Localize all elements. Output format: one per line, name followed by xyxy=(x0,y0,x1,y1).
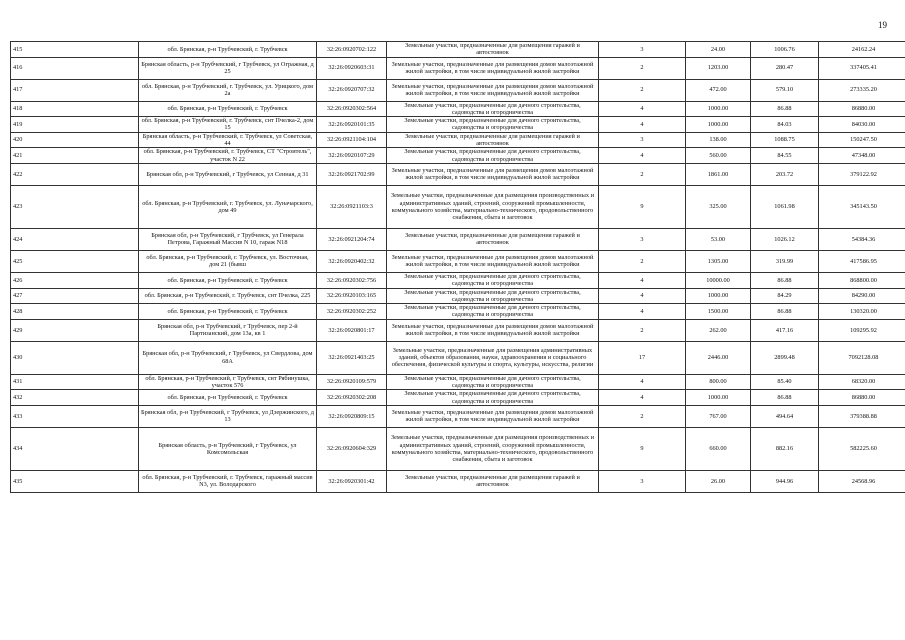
address-cell: обл. Брянская, р-н Трубчевский, г. Трубчевск, снт Пчелка, 225 xyxy=(139,288,317,304)
total-value-cell: 417586.95 xyxy=(819,250,905,272)
category-cell: 9 xyxy=(599,185,686,228)
land-use-cell: Земельные участки, предназначенные для размещения домов малоэтажной жилой застройки, в том числе индивидуальной жилой застройки xyxy=(387,57,599,79)
area-cell: 1000.00 xyxy=(686,117,751,133)
land-use-cell: Земельные участки, предназначенные для размещения домов малоэтажной жилой застройки, в том числе индивидуальной жилой застройки xyxy=(387,79,599,101)
category-cell: 2 xyxy=(599,250,686,272)
address-cell: обл. Брянская, р-н Трубчевский, г Трубчевск, снт Рябинушка, участок 576 xyxy=(139,374,317,390)
row-number: 428 xyxy=(11,304,139,320)
unit-cost-cell: 84.29 xyxy=(751,288,819,304)
land-use-cell: Земельные участки, предназначенные для размещения домов малоэтажной жилой застройки, в том числе индивидуальной жилой застройки xyxy=(387,319,599,341)
address-cell: обл. Брянская, р-н Трубчевский, г. Трубчевск, ул. Восточная, дом 21 (бывш xyxy=(139,250,317,272)
address-cell: Брянская область, р-н Трубчевский, г Трубчевск, ул Огражная, д 25 xyxy=(139,57,317,79)
total-value-cell: 24162.24 xyxy=(819,42,905,58)
category-cell: 4 xyxy=(599,148,686,164)
total-value-cell: 109295.92 xyxy=(819,319,905,341)
row-number: 417 xyxy=(11,79,139,101)
unit-cost-cell: 2899.48 xyxy=(751,341,819,374)
row-number: 424 xyxy=(11,228,139,250)
cadastral-number-cell: 32:26:0921204:74 xyxy=(317,228,387,250)
cadastral-number-cell: 32:26:0920109:579 xyxy=(317,374,387,390)
cadastral-number-cell: 32:26:0920707:32 xyxy=(317,79,387,101)
address-cell: Брянская область, р-н Трубчевский, г. Трубчевск, ул Советская, 44 xyxy=(139,132,317,148)
land-use-cell: Земельные участки, предназначенные для размещения производственных и административных зданий, строений, сооружений промышленности, коммунального хозяйства, материально-технического, продовольственного снабжения, сбыта и заготовок xyxy=(387,185,599,228)
row-number: 433 xyxy=(11,405,139,427)
land-use-cell: Земельные участки, предназначенные для дачного строительства, садоводства и огородничества xyxy=(387,374,599,390)
area-cell: 472.00 xyxy=(686,79,751,101)
cadastral-number-cell: 32:26:0920302:208 xyxy=(317,390,387,406)
address-cell: Брянская обл, р-н Трубчевский, г Трубчевск, ул Дзержинского, д 13 xyxy=(139,405,317,427)
table-body xyxy=(11,42,905,493)
land-use-cell: Земельные участки, предназначенные для размещения гаражей и автостоянок xyxy=(387,132,599,148)
address-cell: Брянская обл, р-н Трубчевский, г Трубчевск, ул Генерала Петрова, Гаражный Массив N 10, гараж N18 xyxy=(139,228,317,250)
address-cell: обл. Брянская, р-н Трубчевский, г. Трубчевск, ул. Урицкого, дом 2а xyxy=(139,79,317,101)
total-value-cell: 54384.36 xyxy=(819,228,905,250)
total-value-cell: 86880.00 xyxy=(819,101,905,117)
row-number: 425 xyxy=(11,250,139,272)
unit-cost-cell: 280.47 xyxy=(751,57,819,79)
unit-cost-cell: 1088.75 xyxy=(751,132,819,148)
table-row xyxy=(11,304,905,320)
table-row xyxy=(11,250,905,272)
total-value-cell: 345143.50 xyxy=(819,185,905,228)
area-cell: 2446.00 xyxy=(686,341,751,374)
row-number: 431 xyxy=(11,374,139,390)
row-number: 434 xyxy=(11,427,139,470)
land-use-cell: Земельные участки, предназначенные для размещения гаражей и автостоянок xyxy=(387,42,599,58)
address-cell: обл. Брянская, р-н Трубчевский, г. Трубчевск, ул. Луначарского, дом 49 xyxy=(139,185,317,228)
address-cell: обл. Брянская, р-н Трубчевский, г. Трубчевск xyxy=(139,272,317,288)
row-number: 420 xyxy=(11,132,139,148)
area-cell: 1203.00 xyxy=(686,57,751,79)
table-row xyxy=(11,288,905,304)
category-cell: 4 xyxy=(599,374,686,390)
category-cell: 4 xyxy=(599,101,686,117)
table-row xyxy=(11,79,905,101)
total-value-cell: 868800.00 xyxy=(819,272,905,288)
cadastral-number-cell: 32:26:0921403:25 xyxy=(317,341,387,374)
unit-cost-cell: 944.96 xyxy=(751,470,819,492)
category-cell: 4 xyxy=(599,117,686,133)
table-row xyxy=(11,228,905,250)
total-value-cell: 379388.88 xyxy=(819,405,905,427)
table-row xyxy=(11,374,905,390)
table-row xyxy=(11,405,905,427)
unit-cost-cell: 494.64 xyxy=(751,405,819,427)
row-number: 427 xyxy=(11,288,139,304)
category-cell: 17 xyxy=(599,341,686,374)
cadastral-number-cell: 32:26:0920103:165 xyxy=(317,288,387,304)
area-cell: 1861.00 xyxy=(686,163,751,185)
total-value-cell: 582225.60 xyxy=(819,427,905,470)
unit-cost-cell: 86.88 xyxy=(751,390,819,406)
table-row xyxy=(11,101,905,117)
cadastral-number-cell: 32:26:0920302:756 xyxy=(317,272,387,288)
category-cell: 3 xyxy=(599,132,686,148)
row-number: 435 xyxy=(11,470,139,492)
unit-cost-cell: 882.16 xyxy=(751,427,819,470)
row-number: 430 xyxy=(11,341,139,374)
category-cell: 2 xyxy=(599,163,686,185)
cadastral-number-cell: 32:26:0920402:32 xyxy=(317,250,387,272)
unit-cost-cell: 86.88 xyxy=(751,101,819,117)
unit-cost-cell: 1006.76 xyxy=(751,42,819,58)
category-cell: 4 xyxy=(599,304,686,320)
total-value-cell: 273335.20 xyxy=(819,79,905,101)
category-cell: 4 xyxy=(599,272,686,288)
row-number: 415 xyxy=(11,42,139,58)
row-number: 423 xyxy=(11,185,139,228)
row-number: 422 xyxy=(11,163,139,185)
row-number: 432 xyxy=(11,390,139,406)
land-use-cell: Земельные участки, предназначенные для размещения домов малоэтажной жилой застройки, в том числе индивидуальной жилой застройки xyxy=(387,163,599,185)
cadastral-number-cell: 32:26:0920603:31 xyxy=(317,57,387,79)
area-cell: 53.00 xyxy=(686,228,751,250)
category-cell: 9 xyxy=(599,427,686,470)
land-use-cell: Земельные участки, предназначенные для дачного строительства, садоводства и огородничества xyxy=(387,101,599,117)
unit-cost-cell: 319.99 xyxy=(751,250,819,272)
address-cell: обл. Брянская, р-н Трубчевский, г. Трубчевск, гаражный массив N3, ул. Володарского xyxy=(139,470,317,492)
category-cell: 4 xyxy=(599,288,686,304)
row-number: 416 xyxy=(11,57,139,79)
category-cell: 2 xyxy=(599,57,686,79)
unit-cost-cell: 417.16 xyxy=(751,319,819,341)
row-number: 419 xyxy=(11,117,139,133)
area-cell: 10000.00 xyxy=(686,272,751,288)
table-row xyxy=(11,272,905,288)
total-value-cell: 47348.00 xyxy=(819,148,905,164)
area-cell: 262.00 xyxy=(686,319,751,341)
unit-cost-cell: 84.03 xyxy=(751,117,819,133)
total-value-cell: 130320.00 xyxy=(819,304,905,320)
table-row xyxy=(11,132,905,148)
area-cell: 26.00 xyxy=(686,470,751,492)
cadastral-number-cell: 32:26:0920302:252 xyxy=(317,304,387,320)
area-cell: 560.00 xyxy=(686,148,751,164)
area-cell: 1000.00 xyxy=(686,288,751,304)
table-row xyxy=(11,470,905,492)
category-cell: 3 xyxy=(599,42,686,58)
area-cell: 1000.00 xyxy=(686,390,751,406)
address-cell: обл. Брянская, р-н Трубчевский, г. Трубчевск xyxy=(139,304,317,320)
land-use-cell: Земельные участки, предназначенные для дачного строительства, садоводства и огородничества xyxy=(387,148,599,164)
land-use-cell: Земельные участки, предназначенные для размещения домов малоэтажной жилой застройки, в том числе индивидуальной жилой застройки xyxy=(387,405,599,427)
page-number: 19 xyxy=(878,20,887,30)
total-value-cell: 7092128.08 xyxy=(819,341,905,374)
table-row xyxy=(11,390,905,406)
land-use-cell: Земельные участки, предназначенные для дачного строительства, садоводства и огородничества xyxy=(387,304,599,320)
table-row xyxy=(11,57,905,79)
cadastral-number-cell: 32:26:0920809:15 xyxy=(317,405,387,427)
row-number: 429 xyxy=(11,319,139,341)
land-use-cell: Земельные участки, предназначенные для размещения гаражей и автостоянок xyxy=(387,228,599,250)
row-number: 426 xyxy=(11,272,139,288)
total-value-cell: 24568.96 xyxy=(819,470,905,492)
cadastral-number-cell: 32:26:0921104:104 xyxy=(317,132,387,148)
table-row xyxy=(11,185,905,228)
land-use-cell: Земельные участки, предназначенные для дачного строительства, садоводства и огородничества xyxy=(387,117,599,133)
total-value-cell: 86880.00 xyxy=(819,390,905,406)
area-cell: 24.00 xyxy=(686,42,751,58)
address-cell: Брянская область, р-н Трубчевский, г Трубчевск, ул Комсомольская xyxy=(139,427,317,470)
area-cell: 767.00 xyxy=(686,405,751,427)
row-number: 421 xyxy=(11,148,139,164)
category-cell: 4 xyxy=(599,390,686,406)
category-cell: 3 xyxy=(599,470,686,492)
total-value-cell: 379122.92 xyxy=(819,163,905,185)
area-cell: 800.00 xyxy=(686,374,751,390)
category-cell: 3 xyxy=(599,228,686,250)
area-cell: 1305.00 xyxy=(686,250,751,272)
area-cell: 1500.00 xyxy=(686,304,751,320)
land-use-cell: Земельные участки, предназначенные для дачного строительства, садоводства и огородничества xyxy=(387,288,599,304)
address-cell: обл. Брянская, р-н Трубчевский, г. Трубчевск xyxy=(139,101,317,117)
cadastral-number-cell: 32:26:0920101:35 xyxy=(317,117,387,133)
unit-cost-cell: 84.55 xyxy=(751,148,819,164)
unit-cost-cell: 86.88 xyxy=(751,272,819,288)
table-row xyxy=(11,427,905,470)
total-value-cell: 150247.50 xyxy=(819,132,905,148)
land-use-cell: Земельные участки, предназначенные для размещения административных зданий, объектов образования, науки, здравоохранения и социального обеспечения, физической культуры и спорта, культуры, искусства, религии xyxy=(387,341,599,374)
cadastral-number-cell: 32:26:0921103:3 xyxy=(317,185,387,228)
table-row xyxy=(11,319,905,341)
address-cell: Брянская обл, р-н Трубчевский, г Трубчевск, пер 2-й Партизанский, дом 13а, кв 1 xyxy=(139,319,317,341)
unit-cost-cell: 1061.98 xyxy=(751,185,819,228)
total-value-cell: 68320.00 xyxy=(819,374,905,390)
area-cell: 325.00 xyxy=(686,185,751,228)
unit-cost-cell: 1026.12 xyxy=(751,228,819,250)
table-row xyxy=(11,42,905,58)
land-use-cell: Земельные участки, предназначенные для дачного строительства, садоводства и огородничества xyxy=(387,272,599,288)
category-cell: 2 xyxy=(599,319,686,341)
total-value-cell: 84030.00 xyxy=(819,117,905,133)
area-cell: 138.00 xyxy=(686,132,751,148)
address-cell: обл. Брянская, р-н Трубчевский, г. Трубчевск, СТ "Строитель", участок N 22 xyxy=(139,148,317,164)
cadastral-number-cell: 32:26:0920801:17 xyxy=(317,319,387,341)
land-registry-table xyxy=(10,41,905,493)
table-row xyxy=(11,117,905,133)
unit-cost-cell: 85.40 xyxy=(751,374,819,390)
unit-cost-cell: 579.10 xyxy=(751,79,819,101)
row-number: 418 xyxy=(11,101,139,117)
total-value-cell: 337405.41 xyxy=(819,57,905,79)
cadastral-number-cell: 32:26:0921702:99 xyxy=(317,163,387,185)
cadastral-number-cell: 32:26:0920107:29 xyxy=(317,148,387,164)
land-use-cell: Земельные участки, предназначенные для размещения домов малоэтажной жилой застройки, в том числе индивидуальной жилой застройки xyxy=(387,250,599,272)
total-value-cell: 84290.00 xyxy=(819,288,905,304)
table-row xyxy=(11,341,905,374)
cadastral-number-cell: 32:26:0920604:329 xyxy=(317,427,387,470)
cadastral-number-cell: 32:26:0920301:42 xyxy=(317,470,387,492)
category-cell: 2 xyxy=(599,79,686,101)
table-row xyxy=(11,163,905,185)
cadastral-number-cell: 32:26:0920302:564 xyxy=(317,101,387,117)
cadastral-number-cell: 32:26:0920702:122 xyxy=(317,42,387,58)
land-use-cell: Земельные участки, предназначенные для дачного строительства, садоводства и огородничества xyxy=(387,390,599,406)
land-use-cell: Земельные участки, предназначенные для размещения производственных и административных зданий, строений, сооружений промышленности, коммунального хозяйства, материально-технического, продовольственного снабжения, сбыта и заготовок xyxy=(387,427,599,470)
address-cell: обл. Брянская, р-н Трубчевский, г. Трубчевск xyxy=(139,42,317,58)
address-cell: Брянская обл, р-н Трубчевский, г Трубчевск, ул Сенная, д 31 xyxy=(139,163,317,185)
address-cell: обл. Брянская, р-н Трубчевский, г. Трубчевск xyxy=(139,390,317,406)
unit-cost-cell: 86.88 xyxy=(751,304,819,320)
table-row xyxy=(11,148,905,164)
category-cell: 2 xyxy=(599,405,686,427)
address-cell: обл. Брянская, р-н Трубчевский, г. Трубчевск, снт Пчелка-2, дом 15 xyxy=(139,117,317,133)
area-cell: 1000.00 xyxy=(686,101,751,117)
area-cell: 660.00 xyxy=(686,427,751,470)
unit-cost-cell: 203.72 xyxy=(751,163,819,185)
land-use-cell: Земельные участки, предназначенные для размещения гаражей и автостоянок xyxy=(387,470,599,492)
address-cell: Брянская обл, р-н Трубчевский, г Трубчевск, ул Свердлова, дом 68А xyxy=(139,341,317,374)
